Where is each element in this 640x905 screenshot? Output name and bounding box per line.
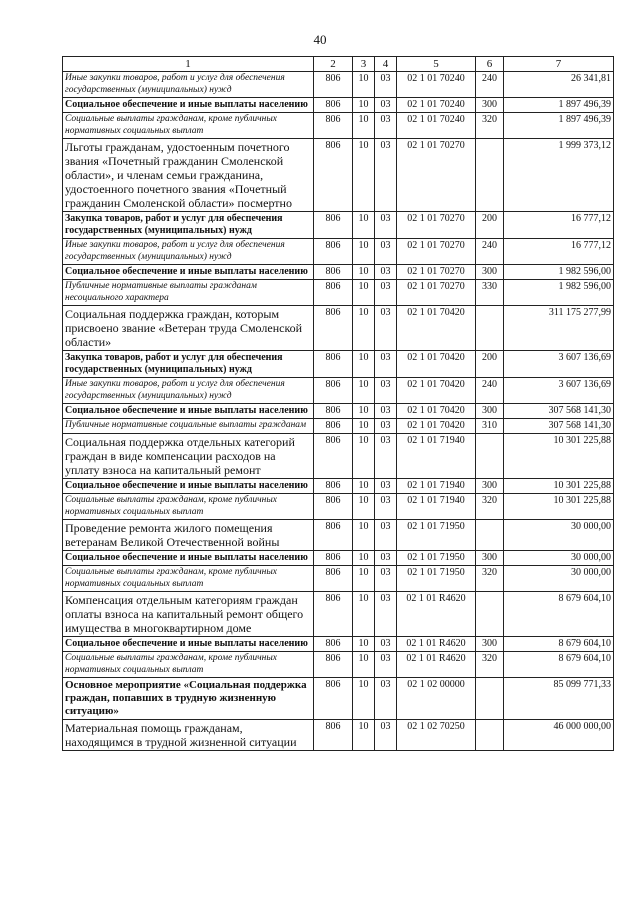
row-subsection-cell: 03 bbox=[375, 434, 397, 479]
header-col-1: 1 bbox=[63, 57, 314, 72]
row-section-cell: 10 bbox=[353, 551, 375, 566]
table-row bbox=[63, 265, 614, 280]
table-row bbox=[63, 98, 614, 113]
row-subsection-cell: 03 bbox=[375, 678, 397, 720]
row-subsection-cell: 03 bbox=[375, 212, 397, 239]
table-row bbox=[63, 520, 614, 551]
row-target-code-cell: 02 1 01 71950 bbox=[397, 551, 476, 566]
row-amount-cell: 1 999 373,12 bbox=[504, 139, 614, 212]
row-subsection-cell: 03 bbox=[375, 139, 397, 212]
row-amount-cell: 26 341,81 bbox=[504, 72, 614, 98]
row-section-cell: 10 bbox=[353, 494, 375, 520]
row-amount-cell: 30 000,00 bbox=[504, 566, 614, 592]
row-expense-type-cell: 240 bbox=[476, 239, 504, 265]
table-row bbox=[63, 551, 614, 566]
row-name-cell: Публичные нормативные выплаты гражданам несоциального характера bbox=[63, 280, 314, 306]
row-name-cell: Социальные выплаты гражданам, кроме публичных нормативных социальных выплат bbox=[63, 566, 314, 592]
row-ministry-cell: 806 bbox=[314, 265, 353, 280]
row-subsection-cell: 03 bbox=[375, 566, 397, 592]
row-ministry-cell: 806 bbox=[314, 239, 353, 265]
row-expense-type-cell: 300 bbox=[476, 265, 504, 280]
row-subsection-cell: 03 bbox=[375, 404, 397, 419]
row-name-cell: Материальная помощь гражданам, находящимся в трудной жизненной ситуации bbox=[63, 720, 314, 751]
row-name-cell: Социальные выплаты гражданам, кроме публичных нормативных социальных выплат bbox=[63, 113, 314, 139]
table-row bbox=[63, 566, 614, 592]
row-target-code-cell: 02 1 01 R4620 bbox=[397, 637, 476, 652]
row-name-cell: Иные закупки товаров, работ и услуг для обеспечения государственных (муниципальных) нужд bbox=[63, 239, 314, 265]
row-section-cell: 10 bbox=[353, 520, 375, 551]
table-row bbox=[63, 378, 614, 404]
row-ministry-cell: 806 bbox=[314, 351, 353, 378]
table-row bbox=[63, 637, 614, 652]
row-name-cell: Компенсация отдельным категориям граждан оплаты взноса на капитальный ремонт общего имущества в многоквартирном доме bbox=[63, 592, 314, 637]
row-target-code-cell: 02 1 01 70240 bbox=[397, 113, 476, 139]
row-ministry-cell: 806 bbox=[314, 720, 353, 751]
row-target-code-cell: 02 1 01 70420 bbox=[397, 404, 476, 419]
row-subsection-cell: 03 bbox=[375, 113, 397, 139]
row-subsection-cell: 03 bbox=[375, 592, 397, 637]
row-amount-cell: 307 568 141,30 bbox=[504, 419, 614, 434]
row-target-code-cell: 02 1 02 70250 bbox=[397, 720, 476, 751]
row-ministry-cell: 806 bbox=[314, 551, 353, 566]
row-expense-type-cell: 200 bbox=[476, 212, 504, 239]
row-name-cell: Социальное обеспечение и иные выплаты населению bbox=[63, 551, 314, 566]
row-amount-cell: 8 679 604,10 bbox=[504, 592, 614, 637]
row-target-code-cell: 02 1 01 70240 bbox=[397, 72, 476, 98]
row-subsection-cell: 03 bbox=[375, 378, 397, 404]
row-subsection-cell: 03 bbox=[375, 280, 397, 306]
row-target-code-cell: 02 1 01 R4620 bbox=[397, 592, 476, 637]
row-amount-cell: 30 000,00 bbox=[504, 551, 614, 566]
row-ministry-cell: 806 bbox=[314, 494, 353, 520]
header-col-5: 5 bbox=[397, 57, 476, 72]
row-ministry-cell: 806 bbox=[314, 479, 353, 494]
row-section-cell: 10 bbox=[353, 72, 375, 98]
row-section-cell: 10 bbox=[353, 479, 375, 494]
row-ministry-cell: 806 bbox=[314, 419, 353, 434]
row-target-code-cell: 02 1 01 71940 bbox=[397, 434, 476, 479]
row-subsection-cell: 03 bbox=[375, 494, 397, 520]
row-target-code-cell: 02 1 01 70270 bbox=[397, 212, 476, 239]
row-target-code-cell: 02 1 01 R4620 bbox=[397, 652, 476, 678]
row-name-cell: Социальная поддержка отдельных категорий граждан в виде компенсации расходов на уплату взноса на капитальный ремонт bbox=[63, 434, 314, 479]
row-section-cell: 10 bbox=[353, 351, 375, 378]
table-row bbox=[63, 212, 614, 239]
row-amount-cell: 16 777,12 bbox=[504, 239, 614, 265]
row-subsection-cell: 03 bbox=[375, 98, 397, 113]
header-col-4: 4 bbox=[375, 57, 397, 72]
row-ministry-cell: 806 bbox=[314, 678, 353, 720]
row-target-code-cell: 02 1 01 70240 bbox=[397, 98, 476, 113]
row-section-cell: 10 bbox=[353, 566, 375, 592]
row-expense-type-cell: 300 bbox=[476, 479, 504, 494]
row-name-cell: Основное мероприятие «Социальная поддержка граждан, попавших в трудную жизненную ситуацию» bbox=[63, 678, 314, 720]
row-target-code-cell: 02 1 01 71950 bbox=[397, 520, 476, 551]
row-section-cell: 10 bbox=[353, 434, 375, 479]
table-row bbox=[63, 479, 614, 494]
row-section-cell: 10 bbox=[353, 419, 375, 434]
row-section-cell: 10 bbox=[353, 212, 375, 239]
row-expense-type-cell: 310 bbox=[476, 419, 504, 434]
row-target-code-cell: 02 1 01 70270 bbox=[397, 280, 476, 306]
row-ministry-cell: 806 bbox=[314, 378, 353, 404]
row-ministry-cell: 806 bbox=[314, 434, 353, 479]
row-amount-cell: 1 897 496,39 bbox=[504, 98, 614, 113]
table-row bbox=[63, 139, 614, 212]
row-subsection-cell: 03 bbox=[375, 479, 397, 494]
row-target-code-cell: 02 1 02 00000 bbox=[397, 678, 476, 720]
row-section-cell: 10 bbox=[353, 592, 375, 637]
row-name-cell: Социальное обеспечение и иные выплаты населению bbox=[63, 265, 314, 280]
row-ministry-cell: 806 bbox=[314, 212, 353, 239]
page-number: 40 bbox=[313, 32, 327, 47]
row-amount-cell: 311 175 277,99 bbox=[504, 306, 614, 351]
row-target-code-cell: 02 1 01 70420 bbox=[397, 351, 476, 378]
row-amount-cell: 1 897 496,39 bbox=[504, 113, 614, 139]
row-subsection-cell: 03 bbox=[375, 306, 397, 351]
row-section-cell: 10 bbox=[353, 98, 375, 113]
row-subsection-cell: 03 bbox=[375, 265, 397, 280]
row-ministry-cell: 806 bbox=[314, 637, 353, 652]
header-col-2: 2 bbox=[314, 57, 353, 72]
row-target-code-cell: 02 1 01 70270 bbox=[397, 239, 476, 265]
row-expense-type-cell bbox=[476, 306, 504, 351]
row-name-cell: Публичные нормативные социальные выплаты гражданам bbox=[63, 419, 314, 434]
row-amount-cell: 30 000,00 bbox=[504, 520, 614, 551]
table-header-row bbox=[63, 57, 614, 72]
table-row bbox=[63, 419, 614, 434]
row-expense-type-cell bbox=[476, 520, 504, 551]
row-ministry-cell: 806 bbox=[314, 592, 353, 637]
table-row bbox=[63, 113, 614, 139]
row-expense-type-cell bbox=[476, 434, 504, 479]
row-ministry-cell: 806 bbox=[314, 98, 353, 113]
row-name-cell: Социальная поддержка граждан, которым присвоено звание «Ветеран труда Смоленской области» bbox=[63, 306, 314, 351]
header-col-3: 3 bbox=[353, 57, 375, 72]
row-target-code-cell: 02 1 01 71940 bbox=[397, 494, 476, 520]
row-amount-cell: 16 777,12 bbox=[504, 212, 614, 239]
table-row bbox=[63, 306, 614, 351]
row-expense-type-cell: 300 bbox=[476, 551, 504, 566]
row-target-code-cell: 02 1 01 70420 bbox=[397, 419, 476, 434]
table-row bbox=[63, 678, 614, 720]
table-row bbox=[63, 280, 614, 306]
row-target-code-cell: 02 1 01 71940 bbox=[397, 479, 476, 494]
row-name-cell: Социальное обеспечение и иные выплаты населению bbox=[63, 479, 314, 494]
row-name-cell: Льготы гражданам, удостоенным почетного звания «Почетный гражданин Смоленской области», и членам семьи гражданина, удостоенного почетного звания «Почетный гражданин Смоленской области» посмертно bbox=[63, 139, 314, 212]
row-subsection-cell: 03 bbox=[375, 520, 397, 551]
row-expense-type-cell: 320 bbox=[476, 566, 504, 592]
row-expense-type-cell: 300 bbox=[476, 637, 504, 652]
row-target-code-cell: 02 1 01 70420 bbox=[397, 378, 476, 404]
row-amount-cell: 3 607 136,69 bbox=[504, 378, 614, 404]
row-ministry-cell: 806 bbox=[314, 306, 353, 351]
row-expense-type-cell bbox=[476, 720, 504, 751]
row-name-cell: Иные закупки товаров, работ и услуг для обеспечения государственных (муниципальных) нужд bbox=[63, 72, 314, 98]
table-body bbox=[63, 72, 614, 751]
row-expense-type-cell bbox=[476, 592, 504, 637]
row-expense-type-cell: 320 bbox=[476, 652, 504, 678]
row-ministry-cell: 806 bbox=[314, 113, 353, 139]
header-col-7: 7 bbox=[504, 57, 614, 72]
row-name-cell: Социальные выплаты гражданам, кроме публичных нормативных социальных выплат bbox=[63, 652, 314, 678]
table-row bbox=[63, 720, 614, 751]
row-section-cell: 10 bbox=[353, 652, 375, 678]
row-expense-type-cell: 240 bbox=[476, 378, 504, 404]
row-expense-type-cell bbox=[476, 139, 504, 212]
table-row bbox=[63, 239, 614, 265]
row-name-cell: Социальное обеспечение и иные выплаты населению bbox=[63, 98, 314, 113]
row-target-code-cell: 02 1 01 70270 bbox=[397, 139, 476, 212]
row-section-cell: 10 bbox=[353, 113, 375, 139]
row-name-cell: Социальные выплаты гражданам, кроме публичных нормативных социальных выплат bbox=[63, 494, 314, 520]
row-ministry-cell: 806 bbox=[314, 566, 353, 592]
row-amount-cell: 10 301 225,88 bbox=[504, 434, 614, 479]
row-section-cell: 10 bbox=[353, 378, 375, 404]
row-section-cell: 10 bbox=[353, 139, 375, 212]
row-expense-type-cell: 320 bbox=[476, 494, 504, 520]
row-subsection-cell: 03 bbox=[375, 72, 397, 98]
row-ministry-cell: 806 bbox=[314, 280, 353, 306]
row-expense-type-cell: 300 bbox=[476, 404, 504, 419]
row-target-code-cell: 02 1 01 70270 bbox=[397, 265, 476, 280]
row-section-cell: 10 bbox=[353, 637, 375, 652]
table-row bbox=[63, 72, 614, 98]
row-ministry-cell: 806 bbox=[314, 139, 353, 212]
table-row bbox=[63, 494, 614, 520]
table-row bbox=[63, 404, 614, 419]
row-subsection-cell: 03 bbox=[375, 239, 397, 265]
row-amount-cell: 85 099 771,33 bbox=[504, 678, 614, 720]
row-expense-type-cell: 300 bbox=[476, 98, 504, 113]
row-target-code-cell: 02 1 01 71950 bbox=[397, 566, 476, 592]
row-ministry-cell: 806 bbox=[314, 652, 353, 678]
row-amount-cell: 3 607 136,69 bbox=[504, 351, 614, 378]
row-subsection-cell: 03 bbox=[375, 637, 397, 652]
row-amount-cell: 10 301 225,88 bbox=[504, 479, 614, 494]
row-expense-type-cell: 240 bbox=[476, 72, 504, 98]
row-expense-type-cell: 320 bbox=[476, 113, 504, 139]
row-amount-cell: 1 982 596,00 bbox=[504, 280, 614, 306]
row-section-cell: 10 bbox=[353, 280, 375, 306]
row-name-cell: Социальное обеспечение и иные выплаты населению bbox=[63, 637, 314, 652]
row-subsection-cell: 03 bbox=[375, 551, 397, 566]
row-amount-cell: 8 679 604,10 bbox=[504, 637, 614, 652]
row-amount-cell: 46 000 000,00 bbox=[504, 720, 614, 751]
row-ministry-cell: 806 bbox=[314, 72, 353, 98]
row-section-cell: 10 bbox=[353, 306, 375, 351]
row-amount-cell: 307 568 141,30 bbox=[504, 404, 614, 419]
row-name-cell: Проведение ремонта жилого помещения ветеранам Великой Отечественной войны bbox=[63, 520, 314, 551]
row-subsection-cell: 03 bbox=[375, 351, 397, 378]
table-row bbox=[63, 592, 614, 637]
row-name-cell: Закупка товаров, работ и услуг для обеспечения государственных (муниципальных) нужд bbox=[63, 351, 314, 378]
row-ministry-cell: 806 bbox=[314, 520, 353, 551]
row-section-cell: 10 bbox=[353, 239, 375, 265]
row-amount-cell: 8 679 604,10 bbox=[504, 652, 614, 678]
row-name-cell: Закупка товаров, работ и услуг для обеспечения государственных (муниципальных) нужд bbox=[63, 212, 314, 239]
row-section-cell: 10 bbox=[353, 720, 375, 751]
row-amount-cell: 1 982 596,00 bbox=[504, 265, 614, 280]
row-section-cell: 10 bbox=[353, 404, 375, 419]
budget-table bbox=[62, 56, 614, 751]
table-row bbox=[63, 351, 614, 378]
row-target-code-cell: 02 1 01 70420 bbox=[397, 306, 476, 351]
row-amount-cell: 10 301 225,88 bbox=[504, 494, 614, 520]
row-expense-type-cell: 200 bbox=[476, 351, 504, 378]
row-subsection-cell: 03 bbox=[375, 720, 397, 751]
row-subsection-cell: 03 bbox=[375, 419, 397, 434]
row-expense-type-cell: 330 bbox=[476, 280, 504, 306]
row-section-cell: 10 bbox=[353, 265, 375, 280]
row-expense-type-cell bbox=[476, 678, 504, 720]
row-ministry-cell: 806 bbox=[314, 404, 353, 419]
row-name-cell: Иные закупки товаров, работ и услуг для обеспечения государственных (муниципальных) нужд bbox=[63, 378, 314, 404]
table-row bbox=[63, 434, 614, 479]
table-row bbox=[63, 652, 614, 678]
header-col-6: 6 bbox=[476, 57, 504, 72]
row-name-cell: Социальное обеспечение и иные выплаты населению bbox=[63, 404, 314, 419]
row-section-cell: 10 bbox=[353, 678, 375, 720]
row-subsection-cell: 03 bbox=[375, 652, 397, 678]
